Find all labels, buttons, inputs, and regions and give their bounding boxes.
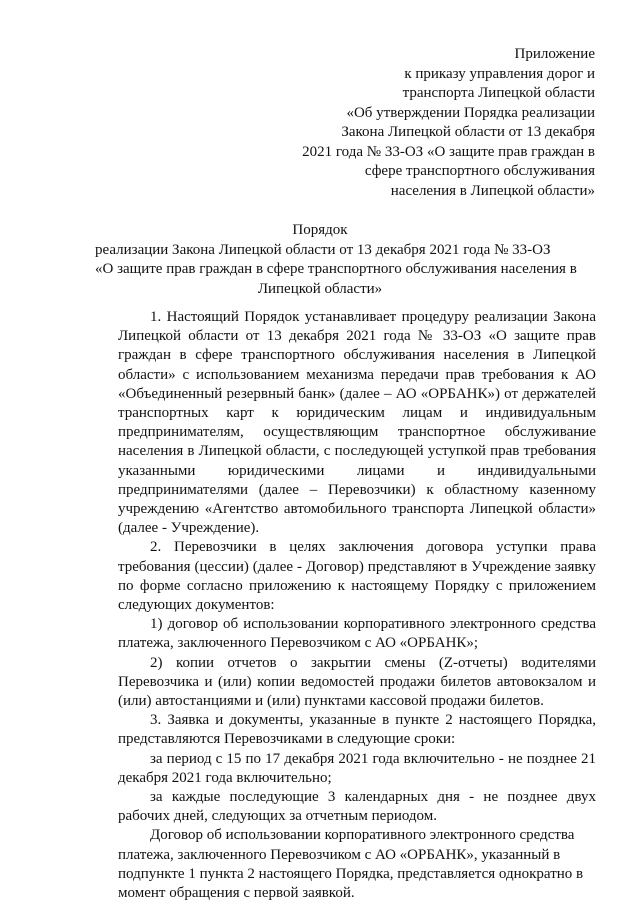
title-line: Порядок (292, 222, 348, 238)
paragraph-2-item-2: 2) копии отчетов о закрытии смены (Z-отчеты) водителями Перевозчика и (или) копии ведомостей продажи билетов автовокзалом и (или) автостанциями и (или) пунктами кассовой продажи билетов. (118, 654, 596, 710)
paragraph-3-term-1: за период с 15 по 17 декабря 2021 года включительно - не позднее 21 декабря 2021 года включительно; (118, 750, 596, 786)
paragraph-3-term-2: за каждые последующие 3 календарных дня - не позднее двух рабочих дней, следующих за отчетным периодом. (118, 789, 596, 825)
title-line: «О защите прав граждан в сфере транспортного обслуживания населения в (95, 261, 577, 277)
appendix-line: 2021 года № 33-ОЗ «О защите прав граждан в (302, 143, 595, 160)
document-body (118, 308, 596, 903)
document-title (95, 221, 577, 299)
paragraph-1: 1. Настоящий Порядок устанавливает процедуру реализации Закона Липецкой области от 13 декабря 2021 года № 33-ОЗ «О защите прав граждан в сфере транспортного обслуживания населения в Липецкой области» с использованием механизма передачи прав требования к АО «Объединенный резервный банк» (далее – АО «ОРБАНК») от держателей транспортных карт к юридическим лицам и индивидуальным предпринимателям, осуществляющим транспортное обслуживание населения в Липецкой области, с последующей уступкой прав требования указанными юридическими лицами и индивидуальными предпринимателями (далее – Перевозчики) к областному казенному учреждению «Агентство автомобильного транспорта Липецкой области» (далее - Учреждение). (118, 309, 596, 537)
appendix-line: «Об утверждении Порядка реализации (346, 104, 595, 121)
title-line: реализации Закона Липецкой области от 13 декабря 2021 года № 33-ОЗ (95, 241, 551, 258)
appendix-line: транспорта Липецкой области (402, 85, 595, 101)
paragraph-2-item-1: 1) договор об использовании корпоративного электронного средства платежа, заключенного Перевозчиком с АО «ОРБАНК»; (118, 616, 596, 652)
appendix-header (275, 45, 595, 201)
appendix-line: сфере транспортного обслуживания (364, 163, 595, 179)
paragraph-2: 2. Перевозчики в целях заключения договора уступки права требования (цессии) (далее - Договор) представляют в Учреждение заявку по форме согласно приложению к настоящему Порядку с приложением следующих документов: (118, 539, 596, 614)
paragraph-3: 3. Заявка и документы, указанные в пункте 2 настоящего Порядка, представляются Перевозчиками в следующие сроки: (118, 712, 596, 748)
appendix-line: к приказу управления дорог и (404, 65, 595, 82)
title-line: Липецкой области» (257, 280, 383, 297)
appendix-line: Приложение (514, 46, 595, 62)
appendix-line: Закона Липецкой области от 13 декабря (341, 124, 595, 140)
appendix-line: населения в Липецкой области» (390, 182, 595, 199)
paragraph-3-note: Договор об использовании корпоративного электронного средства платежа, заключенного Перевозчиком с АО «ОРБАНК», указанный в подпункте 1 пункта 2 настоящего Порядка, представляется однократно в момент обращения с первой заявкой. (118, 827, 584, 902)
